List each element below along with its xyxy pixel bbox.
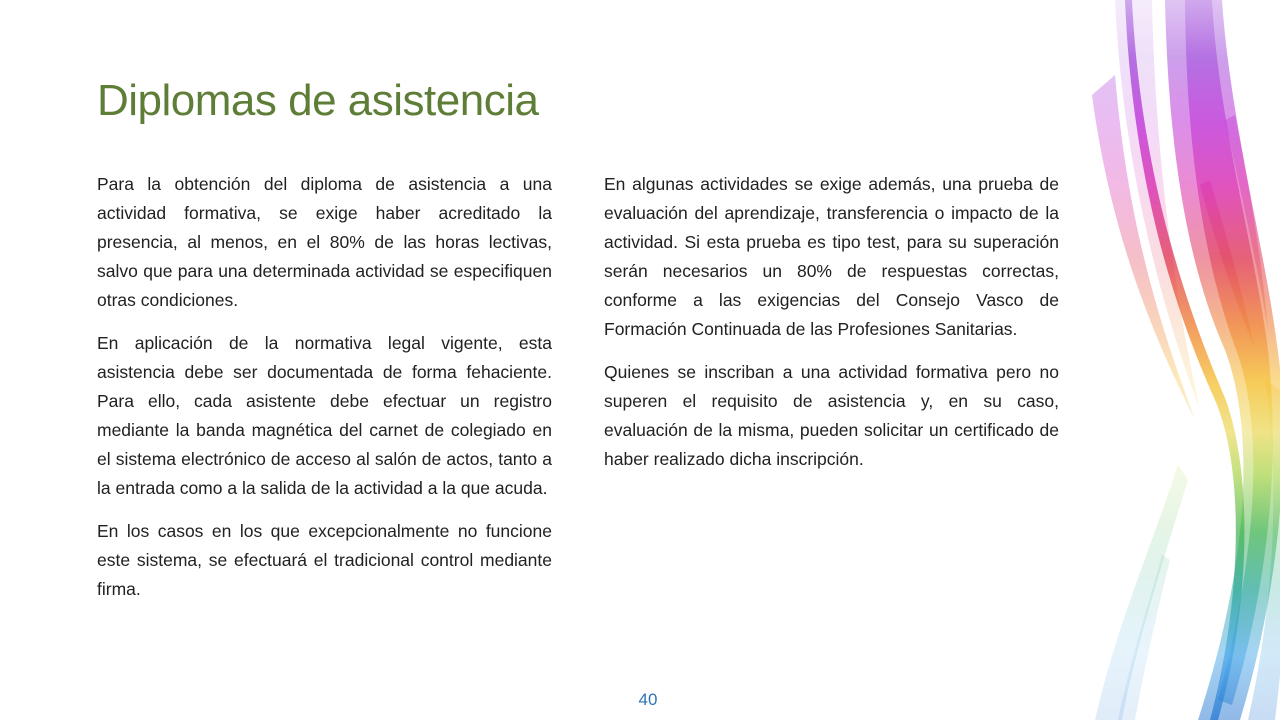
ribbon-strand [1095, 465, 1188, 720]
paragraph-attendance-requirement: Para la obtención del diploma de asistencia a una actividad formativa, se exige haber acreditado la presencia, al menos, en el 80% de las horas lectivas, salvo que para una determinada actividad se especifiquen otras condiciones. [97, 174, 552, 310]
body-text-columns [97, 170, 1059, 618]
rainbow-ribbon-graphic [1070, 0, 1280, 720]
page-number: 40 [638, 690, 658, 709]
paragraph-evaluation-test: En algunas actividades se exige además, una prueba de evaluación del aprendizaje, transferencia o impacto de la actividad. Si esta prueba es tipo test, para su superación serán necesarios un 80% de respuestas correctas, conforme a las exigencias del Consejo Vasco de Formación Continuada de las Profesiones Sanitarias. [604, 174, 1059, 339]
paragraph-registration-system: En aplicación de la normativa legal vigente, esta asistencia debe ser documentada de forma fehaciente. Para ello, cada asistente debe efectuar un registro mediante la banda magnética del carnet de colegiado en el sistema electrónico de acceso al salón de actos, tanto a la entrada como a la salida de la actividad a la que acuda. [97, 333, 552, 498]
ribbon-strand [1092, 75, 1195, 420]
ribbon-strand [1115, 0, 1200, 410]
right-column [604, 170, 1059, 618]
left-column [97, 170, 552, 618]
ribbon-strand [1248, 380, 1280, 720]
paragraph-enrollment-certificate: Quienes se inscriban a una actividad formativa pero no superen el requisito de asistencia y, en su caso, evaluación de la misma, pueden solicitar un certificado de haber realizado dicha inscripción. [604, 362, 1059, 469]
ribbon-strand [1165, 0, 1280, 720]
ribbon-strand [1185, 0, 1273, 705]
ribbon-strand [1125, 0, 1244, 720]
slide-title: Diplomas de asistencia [97, 76, 539, 125]
ribbon-strand [1225, 115, 1268, 330]
ribbon-strand [1118, 555, 1170, 720]
paragraph-signature-fallback: En los casos en los que excepcionalmente no funcione este sistema, se efectuará el tradicional control mediante firma. [97, 521, 552, 599]
ribbon-strand [1200, 180, 1255, 350]
